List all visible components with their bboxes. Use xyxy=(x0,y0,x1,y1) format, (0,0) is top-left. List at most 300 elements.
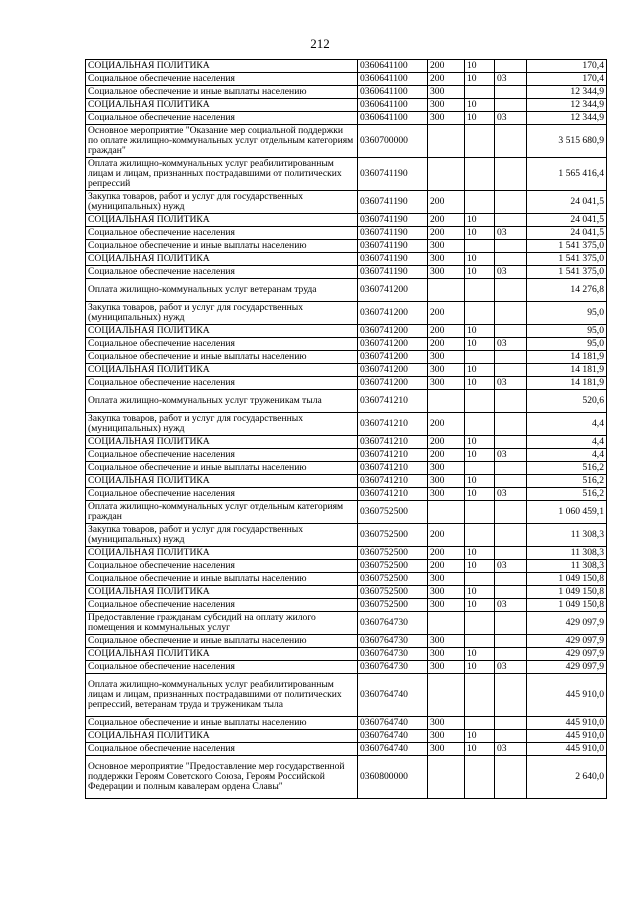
row-expense-type-cell: 200 xyxy=(428,338,465,351)
row-section-cell: 10 xyxy=(465,449,495,462)
row-expense-type-cell: 300 xyxy=(428,475,465,488)
row-subsection-cell: 03 xyxy=(495,377,527,390)
row-name-cell: Социальное обеспечение населения xyxy=(86,449,358,462)
row-amount-cell: 445 910,0 xyxy=(527,717,607,730)
row-section-cell xyxy=(465,240,495,253)
row-name-cell: Закупка товаров, работ и услуг для государственных (муниципальных) нужд xyxy=(86,413,358,436)
row-name-cell: Оплата жилищно-коммунальных услуг отдельным категориям граждан xyxy=(86,501,358,524)
table-row xyxy=(86,449,607,462)
row-section-cell xyxy=(465,635,495,648)
row-subsection-cell xyxy=(495,573,527,586)
row-amount-cell: 12 344,9 xyxy=(527,86,607,99)
row-section-cell: 10 xyxy=(465,648,495,661)
row-amount-cell: 429 097,9 xyxy=(527,635,607,648)
row-amount-cell: 4,4 xyxy=(527,449,607,462)
row-name-cell: Социальное обеспечение населения xyxy=(86,112,358,125)
row-expense-type-cell xyxy=(428,674,465,717)
row-section-cell xyxy=(465,612,495,635)
row-expense-type-cell: 300 xyxy=(428,743,465,756)
row-subsection-cell xyxy=(495,351,527,364)
table-row xyxy=(86,351,607,364)
row-name-cell: Социальное обеспечение населения xyxy=(86,488,358,501)
row-name-cell: Социальное обеспечение населения xyxy=(86,377,358,390)
row-code-cell: 0360764740 xyxy=(358,674,428,717)
row-section-cell xyxy=(465,717,495,730)
row-code-cell: 0360764740 xyxy=(358,730,428,743)
table-row xyxy=(86,191,607,214)
row-code-cell: 0360764730 xyxy=(358,635,428,648)
row-section-cell xyxy=(465,573,495,586)
row-code-cell: 0360741200 xyxy=(358,351,428,364)
row-subsection-cell: 03 xyxy=(495,227,527,240)
row-subsection-cell xyxy=(495,635,527,648)
row-name-cell: Оплата жилищно-коммунальных услуг реабилитированным лицам и лицам, признанных пострадавшими от политических репрессий, ветеранам труда и труженикам тыла xyxy=(86,674,358,717)
row-name-cell: СОЦИАЛЬНАЯ ПОЛИТИКА xyxy=(86,648,358,661)
table-row xyxy=(86,436,607,449)
row-amount-cell: 445 910,0 xyxy=(527,730,607,743)
row-section-cell: 10 xyxy=(465,60,495,73)
row-section-cell xyxy=(465,191,495,214)
row-name-cell: СОЦИАЛЬНАЯ ПОЛИТИКА xyxy=(86,475,358,488)
table-row xyxy=(86,743,607,756)
table-row xyxy=(86,214,607,227)
row-code-cell: 0360741210 xyxy=(358,449,428,462)
row-subsection-cell: 03 xyxy=(495,743,527,756)
row-expense-type-cell: 300 xyxy=(428,488,465,501)
row-section-cell xyxy=(465,501,495,524)
table-row xyxy=(86,60,607,73)
row-code-cell: 0360752500 xyxy=(358,586,428,599)
row-expense-type-cell: 200 xyxy=(428,73,465,86)
row-subsection-cell xyxy=(495,586,527,599)
row-code-cell: 0360752500 xyxy=(358,524,428,547)
row-name-cell: Социальное обеспечение и иные выплаты населению xyxy=(86,240,358,253)
row-section-cell xyxy=(465,413,495,436)
row-code-cell: 0360741190 xyxy=(358,214,428,227)
row-expense-type-cell: 200 xyxy=(428,191,465,214)
row-code-cell: 0360741210 xyxy=(358,475,428,488)
row-section-cell: 10 xyxy=(465,599,495,612)
row-subsection-cell xyxy=(495,462,527,475)
row-subsection-cell xyxy=(495,390,527,413)
table-row xyxy=(86,325,607,338)
row-name-cell: СОЦИАЛЬНАЯ ПОЛИТИКА xyxy=(86,436,358,449)
row-amount-cell: 12 344,9 xyxy=(527,112,607,125)
row-amount-cell: 4,4 xyxy=(527,413,607,436)
row-amount-cell: 24 041,5 xyxy=(527,227,607,240)
table-row xyxy=(86,99,607,112)
row-subsection-cell xyxy=(495,501,527,524)
budget-table xyxy=(85,59,607,799)
row-amount-cell: 429 097,9 xyxy=(527,648,607,661)
row-section-cell xyxy=(465,674,495,717)
row-amount-cell: 445 910,0 xyxy=(527,743,607,756)
table-row xyxy=(86,475,607,488)
table-row xyxy=(86,612,607,635)
row-code-cell: 0360741200 xyxy=(358,377,428,390)
table-row xyxy=(86,488,607,501)
table-row xyxy=(86,338,607,351)
row-name-cell: СОЦИАЛЬНАЯ ПОЛИТИКА xyxy=(86,214,358,227)
row-amount-cell: 11 308,3 xyxy=(527,547,607,560)
row-expense-type-cell: 300 xyxy=(428,648,465,661)
row-name-cell: Социальное обеспечение населения xyxy=(86,227,358,240)
row-name-cell: Закупка товаров, работ и услуг для государственных (муниципальных) нужд xyxy=(86,524,358,547)
row-amount-cell: 14 181,9 xyxy=(527,377,607,390)
table-row xyxy=(86,586,607,599)
row-code-cell: 0360764730 xyxy=(358,612,428,635)
table-row xyxy=(86,547,607,560)
row-amount-cell: 1 565 416,4 xyxy=(527,158,607,191)
row-section-cell: 10 xyxy=(465,560,495,573)
row-subsection-cell xyxy=(495,86,527,99)
table-row xyxy=(86,573,607,586)
row-name-cell: Социальное обеспечение населения xyxy=(86,661,358,674)
row-amount-cell: 516,2 xyxy=(527,475,607,488)
row-section-cell xyxy=(465,524,495,547)
row-section-cell xyxy=(465,302,495,325)
row-section-cell: 10 xyxy=(465,743,495,756)
row-expense-type-cell: 200 xyxy=(428,547,465,560)
row-amount-cell: 14 276,8 xyxy=(527,279,607,302)
row-subsection-cell xyxy=(495,717,527,730)
row-expense-type-cell: 300 xyxy=(428,86,465,99)
row-subsection-cell xyxy=(495,60,527,73)
row-expense-type-cell: 300 xyxy=(428,112,465,125)
row-name-cell: Социальное обеспечение и иные выплаты населению xyxy=(86,86,358,99)
row-code-cell: 0360752500 xyxy=(358,560,428,573)
row-subsection-cell: 03 xyxy=(495,488,527,501)
row-subsection-cell: 03 xyxy=(495,338,527,351)
row-subsection-cell xyxy=(495,524,527,547)
row-section-cell: 10 xyxy=(465,214,495,227)
row-section-cell: 10 xyxy=(465,227,495,240)
page-number: 212 xyxy=(310,36,330,51)
row-expense-type-cell: 300 xyxy=(428,661,465,674)
row-subsection-cell xyxy=(495,240,527,253)
table-row xyxy=(86,599,607,612)
row-code-cell: 0360700000 xyxy=(358,125,428,158)
row-amount-cell: 95,0 xyxy=(527,325,607,338)
row-expense-type-cell xyxy=(428,125,465,158)
row-subsection-cell xyxy=(495,547,527,560)
row-name-cell: Социальное обеспечение населения xyxy=(86,73,358,86)
table-row xyxy=(86,661,607,674)
row-name-cell: Социальное обеспечение и иные выплаты населению xyxy=(86,462,358,475)
row-section-cell: 10 xyxy=(465,112,495,125)
row-expense-type-cell: 300 xyxy=(428,730,465,743)
table-row xyxy=(86,227,607,240)
row-expense-type-cell: 200 xyxy=(428,449,465,462)
row-amount-cell: 11 308,3 xyxy=(527,524,607,547)
row-expense-type-cell: 200 xyxy=(428,325,465,338)
row-code-cell: 0360741210 xyxy=(358,488,428,501)
row-name-cell: Социальное обеспечение и иные выплаты населению xyxy=(86,635,358,648)
row-expense-type-cell: 200 xyxy=(428,524,465,547)
row-name-cell: Социальное обеспечение населения xyxy=(86,266,358,279)
row-code-cell: 0360764740 xyxy=(358,717,428,730)
table-row xyxy=(86,717,607,730)
row-section-cell: 10 xyxy=(465,436,495,449)
row-amount-cell: 429 097,9 xyxy=(527,661,607,674)
row-expense-type-cell: 300 xyxy=(428,717,465,730)
row-subsection-cell xyxy=(495,436,527,449)
row-amount-cell: 1 541 375,0 xyxy=(527,253,607,266)
row-subsection-cell xyxy=(495,302,527,325)
row-code-cell: 0360741200 xyxy=(358,302,428,325)
row-subsection-cell: 03 xyxy=(495,661,527,674)
row-code-cell: 0360800000 xyxy=(358,756,428,799)
row-expense-type-cell xyxy=(428,158,465,191)
row-subsection-cell xyxy=(495,413,527,436)
row-code-cell: 0360752500 xyxy=(358,599,428,612)
row-code-cell: 0360741210 xyxy=(358,413,428,436)
table-row xyxy=(86,730,607,743)
row-amount-cell: 1 060 459,1 xyxy=(527,501,607,524)
row-section-cell: 10 xyxy=(465,377,495,390)
row-name-cell: Закупка товаров, работ и услуг для государственных (муниципальных) нужд xyxy=(86,302,358,325)
row-amount-cell: 170,4 xyxy=(527,60,607,73)
row-section-cell xyxy=(465,756,495,799)
row-code-cell: 0360752500 xyxy=(358,573,428,586)
row-code-cell: 0360752500 xyxy=(358,501,428,524)
table-row xyxy=(86,377,607,390)
row-section-cell: 10 xyxy=(465,547,495,560)
table-row xyxy=(86,501,607,524)
row-code-cell: 0360641100 xyxy=(358,86,428,99)
row-subsection-cell xyxy=(495,99,527,112)
row-amount-cell: 429 097,9 xyxy=(527,612,607,635)
row-expense-type-cell: 200 xyxy=(428,227,465,240)
row-name-cell: Социальное обеспечение населения xyxy=(86,560,358,573)
row-code-cell: 0360741200 xyxy=(358,338,428,351)
table-row xyxy=(86,560,607,573)
row-amount-cell: 24 041,5 xyxy=(527,191,607,214)
row-expense-type-cell: 200 xyxy=(428,413,465,436)
row-amount-cell: 12 344,9 xyxy=(527,99,607,112)
row-amount-cell: 14 181,9 xyxy=(527,351,607,364)
row-name-cell: Социальное обеспечение населения xyxy=(86,599,358,612)
row-name-cell: Основное мероприятие "Оказание мер социальной поддержки по оплате жилищно-коммунальных услуг отдельным категориям граждан" xyxy=(86,125,358,158)
table-row xyxy=(86,756,607,799)
row-subsection-cell xyxy=(495,756,527,799)
table-row xyxy=(86,266,607,279)
row-subsection-cell xyxy=(495,648,527,661)
row-subsection-cell xyxy=(495,730,527,743)
row-expense-type-cell: 300 xyxy=(428,377,465,390)
table-row xyxy=(86,73,607,86)
row-amount-cell: 1 049 150,8 xyxy=(527,573,607,586)
row-section-cell: 10 xyxy=(465,266,495,279)
row-code-cell: 0360741210 xyxy=(358,462,428,475)
row-name-cell: Оплата жилищно-коммунальных услуг труженикам тыла xyxy=(86,390,358,413)
row-subsection-cell xyxy=(495,158,527,191)
row-amount-cell: 1 049 150,8 xyxy=(527,586,607,599)
row-amount-cell: 170,4 xyxy=(527,73,607,86)
row-subsection-cell xyxy=(495,674,527,717)
row-name-cell: Социальное обеспечение и иные выплаты населению xyxy=(86,573,358,586)
table-row xyxy=(86,674,607,717)
row-subsection-cell: 03 xyxy=(495,449,527,462)
row-subsection-cell xyxy=(495,279,527,302)
row-expense-type-cell: 300 xyxy=(428,351,465,364)
row-code-cell: 0360741190 xyxy=(358,158,428,191)
row-name-cell: Предоставление гражданам субсидий на оплату жилого помещения и коммунальных услуг xyxy=(86,612,358,635)
row-name-cell: СОЦИАЛЬНАЯ ПОЛИТИКА xyxy=(86,730,358,743)
row-code-cell: 0360641100 xyxy=(358,73,428,86)
row-section-cell xyxy=(465,390,495,413)
row-code-cell: 0360741190 xyxy=(358,191,428,214)
row-expense-type-cell: 300 xyxy=(428,635,465,648)
row-section-cell xyxy=(465,462,495,475)
table-row xyxy=(86,364,607,377)
row-amount-cell: 95,0 xyxy=(527,302,607,325)
row-amount-cell: 95,0 xyxy=(527,338,607,351)
row-expense-type-cell: 200 xyxy=(428,214,465,227)
row-section-cell: 10 xyxy=(465,253,495,266)
row-section-cell: 10 xyxy=(465,488,495,501)
row-expense-type-cell: 200 xyxy=(428,302,465,325)
table-row xyxy=(86,125,607,158)
row-subsection-cell xyxy=(495,612,527,635)
row-expense-type-cell xyxy=(428,501,465,524)
row-subsection-cell: 03 xyxy=(495,560,527,573)
row-name-cell: СОЦИАЛЬНАЯ ПОЛИТИКА xyxy=(86,99,358,112)
row-code-cell: 0360641100 xyxy=(358,112,428,125)
table-row xyxy=(86,390,607,413)
row-name-cell: СОЦИАЛЬНАЯ ПОЛИТИКА xyxy=(86,364,358,377)
row-expense-type-cell: 300 xyxy=(428,599,465,612)
row-name-cell: Социальное обеспечение и иные выплаты населению xyxy=(86,717,358,730)
row-amount-cell: 14 181,9 xyxy=(527,364,607,377)
row-expense-type-cell: 200 xyxy=(428,60,465,73)
row-code-cell: 0360741210 xyxy=(358,390,428,413)
row-code-cell: 0360741190 xyxy=(358,240,428,253)
row-section-cell xyxy=(465,125,495,158)
row-subsection-cell: 03 xyxy=(495,112,527,125)
table-row xyxy=(86,112,607,125)
row-code-cell: 0360764730 xyxy=(358,661,428,674)
budget-table-body xyxy=(86,60,607,799)
table-row xyxy=(86,413,607,436)
row-subsection-cell xyxy=(495,364,527,377)
row-code-cell: 0360752500 xyxy=(358,547,428,560)
row-expense-type-cell: 300 xyxy=(428,586,465,599)
row-subsection-cell xyxy=(495,325,527,338)
row-expense-type-cell: 300 xyxy=(428,573,465,586)
row-section-cell xyxy=(465,351,495,364)
table-row xyxy=(86,279,607,302)
row-code-cell: 0360741190 xyxy=(358,227,428,240)
row-name-cell: СОЦИАЛЬНАЯ ПОЛИТИКА xyxy=(86,253,358,266)
row-code-cell: 0360741190 xyxy=(358,253,428,266)
row-name-cell: Оплата жилищно-коммунальных услуг реабилитированным лицам и лицам, признанных пострадавшими от политических репрессий xyxy=(86,158,358,191)
row-name-cell: Социальное обеспечение населения xyxy=(86,338,358,351)
row-name-cell: Закупка товаров, работ и услуг для государственных (муниципальных) нужд xyxy=(86,191,358,214)
row-amount-cell: 1 049 150,8 xyxy=(527,599,607,612)
row-code-cell: 0360741210 xyxy=(358,436,428,449)
table-row xyxy=(86,240,607,253)
row-subsection-cell xyxy=(495,125,527,158)
row-section-cell xyxy=(465,158,495,191)
row-section-cell: 10 xyxy=(465,475,495,488)
row-subsection-cell: 03 xyxy=(495,73,527,86)
row-amount-cell: 520,6 xyxy=(527,390,607,413)
row-expense-type-cell xyxy=(428,390,465,413)
row-section-cell: 10 xyxy=(465,364,495,377)
row-code-cell: 0360741200 xyxy=(358,325,428,338)
row-subsection-cell xyxy=(495,475,527,488)
row-name-cell: СОЦИАЛЬНАЯ ПОЛИТИКА xyxy=(86,325,358,338)
row-amount-cell: 516,2 xyxy=(527,462,607,475)
table-row xyxy=(86,635,607,648)
table-row xyxy=(86,462,607,475)
row-name-cell: СОЦИАЛЬНАЯ ПОЛИТИКА xyxy=(86,547,358,560)
row-code-cell: 0360741190 xyxy=(358,266,428,279)
row-code-cell: 0360764740 xyxy=(358,743,428,756)
row-section-cell xyxy=(465,86,495,99)
row-name-cell: Оплата жилищно-коммунальных услуг ветеранам труда xyxy=(86,279,358,302)
row-expense-type-cell: 300 xyxy=(428,99,465,112)
row-amount-cell: 2 640,0 xyxy=(527,756,607,799)
row-section-cell: 10 xyxy=(465,730,495,743)
row-amount-cell: 516,2 xyxy=(527,488,607,501)
row-code-cell: 0360764730 xyxy=(358,648,428,661)
row-code-cell: 0360741200 xyxy=(358,364,428,377)
row-amount-cell: 11 308,3 xyxy=(527,560,607,573)
row-name-cell: Социальное обеспечение и иные выплаты населению xyxy=(86,351,358,364)
row-amount-cell: 24 041,5 xyxy=(527,214,607,227)
row-subsection-cell xyxy=(495,191,527,214)
row-name-cell: Основное мероприятие "Предоставление мер государственной поддержки Героям Советского Союза, Героям Российской Федерации и полным кавалерам ордена Славы" xyxy=(86,756,358,799)
row-expense-type-cell: 300 xyxy=(428,364,465,377)
table-row xyxy=(86,648,607,661)
row-expense-type-cell: 300 xyxy=(428,266,465,279)
row-subsection-cell xyxy=(495,214,527,227)
row-expense-type-cell: 300 xyxy=(428,253,465,266)
table-row xyxy=(86,86,607,99)
row-amount-cell: 1 541 375,0 xyxy=(527,240,607,253)
row-expense-type-cell xyxy=(428,756,465,799)
row-amount-cell: 445 910,0 xyxy=(527,674,607,717)
row-section-cell: 10 xyxy=(465,73,495,86)
row-expense-type-cell: 200 xyxy=(428,436,465,449)
row-expense-type-cell: 200 xyxy=(428,560,465,573)
row-expense-type-cell: 300 xyxy=(428,462,465,475)
table-row xyxy=(86,302,607,325)
table-row xyxy=(86,524,607,547)
row-amount-cell: 1 541 375,0 xyxy=(527,266,607,279)
row-amount-cell: 3 515 680,9 xyxy=(527,125,607,158)
row-code-cell: 0360741200 xyxy=(358,279,428,302)
row-name-cell: СОЦИАЛЬНАЯ ПОЛИТИКА xyxy=(86,60,358,73)
row-subsection-cell xyxy=(495,253,527,266)
row-section-cell: 10 xyxy=(465,99,495,112)
row-subsection-cell: 03 xyxy=(495,266,527,279)
row-subsection-cell: 03 xyxy=(495,599,527,612)
row-section-cell: 10 xyxy=(465,325,495,338)
row-section-cell: 10 xyxy=(465,586,495,599)
row-code-cell: 0360641100 xyxy=(358,99,428,112)
table-row xyxy=(86,158,607,191)
row-section-cell xyxy=(465,279,495,302)
row-expense-type-cell xyxy=(428,612,465,635)
row-name-cell: Социальное обеспечение населения xyxy=(86,743,358,756)
row-amount-cell: 4,4 xyxy=(527,436,607,449)
row-section-cell: 10 xyxy=(465,338,495,351)
row-code-cell: 0360641100 xyxy=(358,60,428,73)
row-name-cell: СОЦИАЛЬНАЯ ПОЛИТИКА xyxy=(86,586,358,599)
